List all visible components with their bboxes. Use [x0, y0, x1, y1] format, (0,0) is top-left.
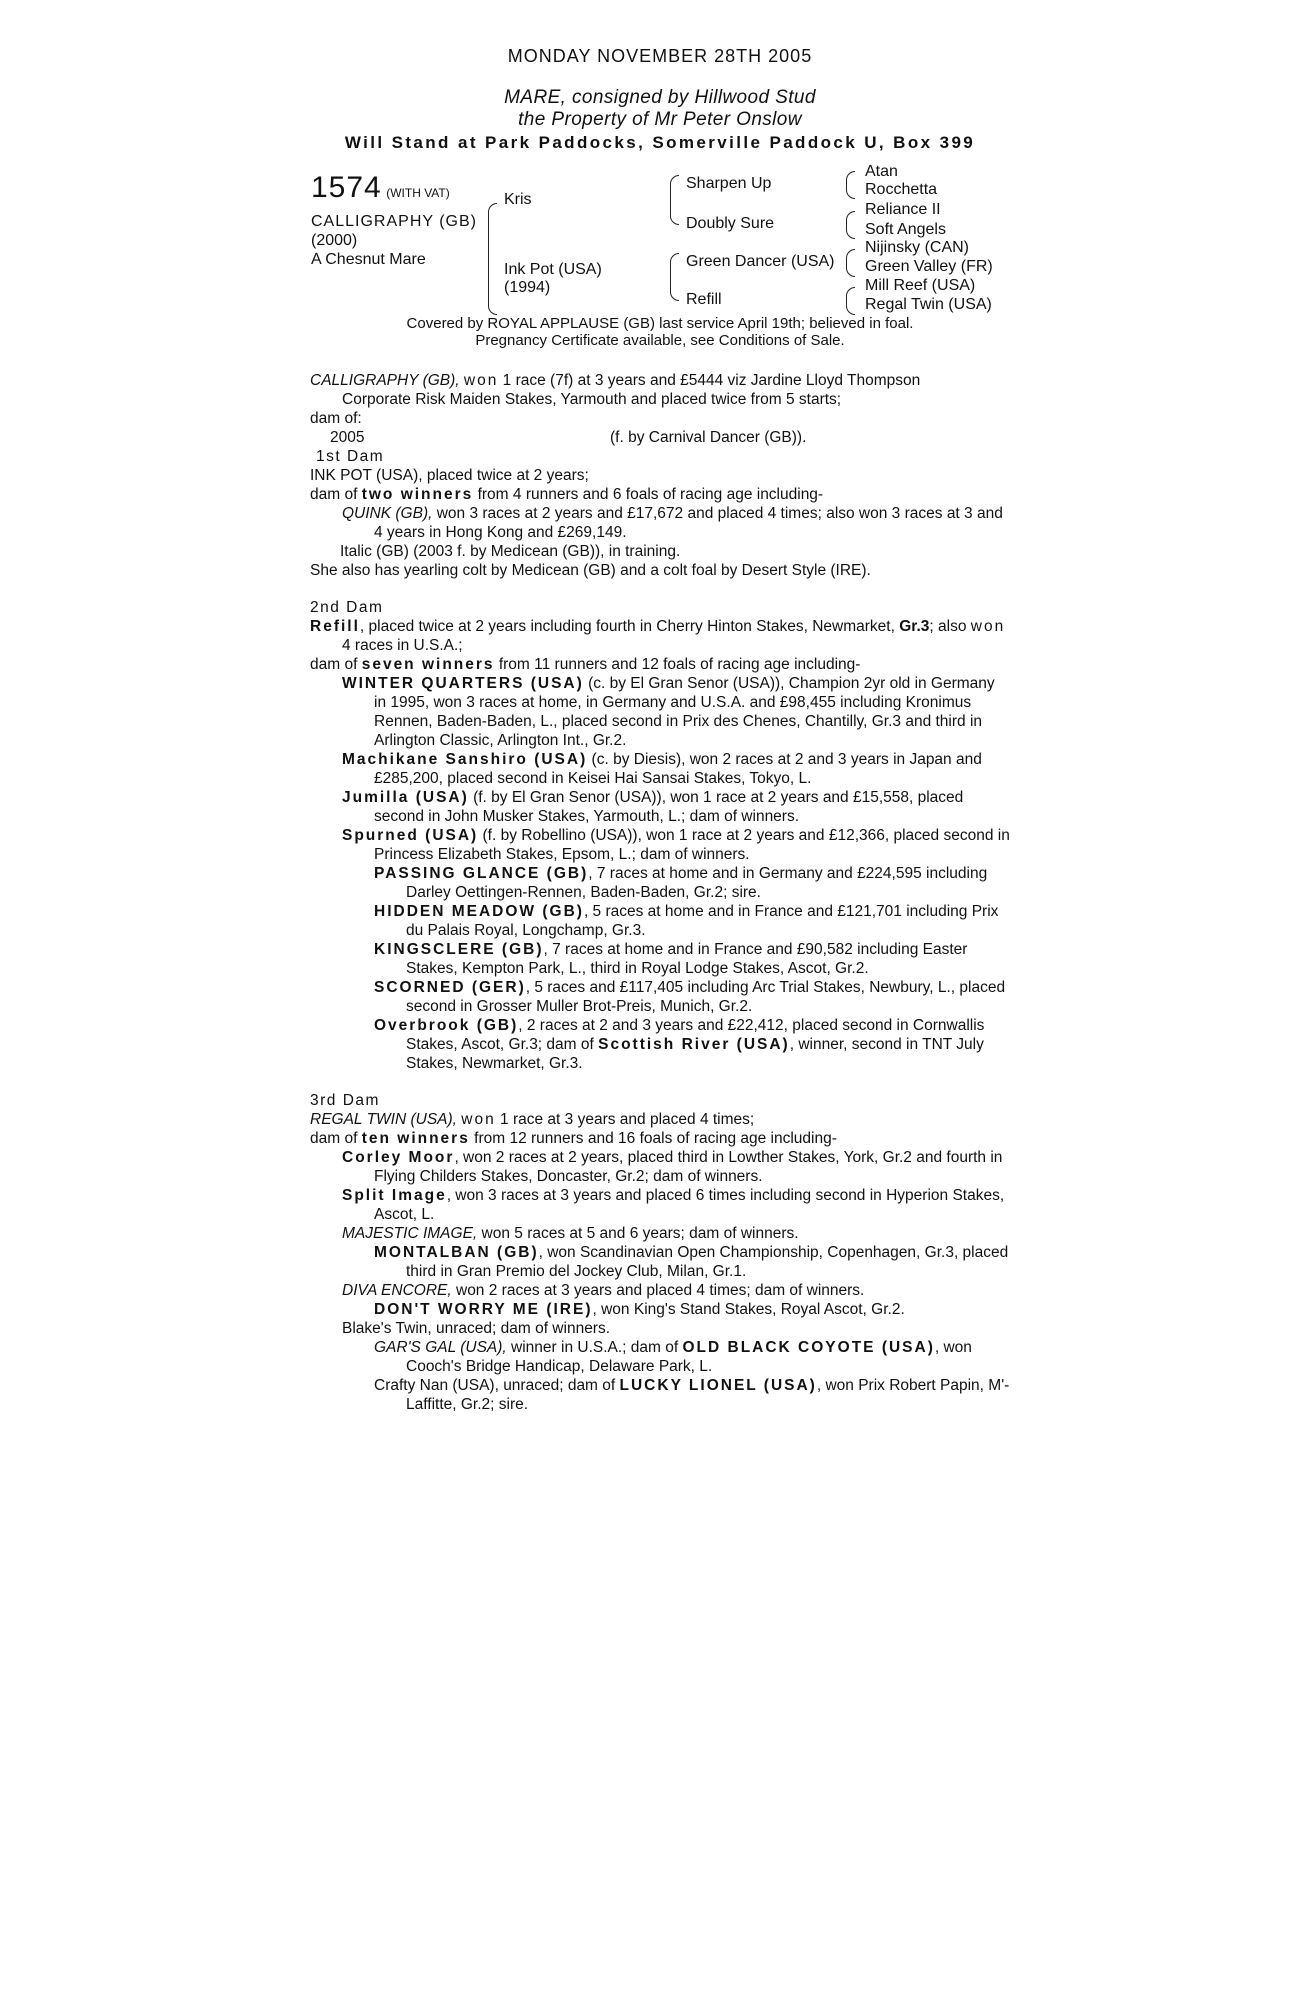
text: dam of	[310, 656, 362, 673]
gg-6: Green Valley (FR)	[865, 258, 993, 275]
bracket	[846, 287, 855, 315]
horse-record: , winner, second in TNT July Stakes, Newmarket, Gr.3.	[406, 1036, 984, 1072]
produce-entry: Blake's Twin, unraced; dam of winners.	[342, 1320, 611, 1337]
produce-entry	[310, 750, 1010, 788]
italic-entry: Italic (GB) (2003 f. by Medicean (GB)), in training.	[340, 543, 681, 560]
horse-record: , won Prix Robert Papin, M'-Laffitte, Gr.2; sire.	[406, 1377, 1010, 1413]
horse-name: SCORNED (GER)	[374, 979, 526, 996]
produce-entry	[310, 940, 1010, 978]
produce-entry	[310, 674, 1010, 750]
dam-year: (1994)	[504, 279, 551, 296]
produce-entry	[310, 1376, 1010, 1414]
horse-name: Corley Moor	[342, 1149, 455, 1166]
produce-entry	[310, 1224, 1010, 1243]
horse-name: WINTER QUARTERS (USA)	[342, 675, 584, 692]
produce-entry	[310, 1338, 1010, 1376]
third-dam-produce	[310, 1129, 1010, 1148]
produce-entry	[310, 902, 1010, 940]
text: ; also	[929, 618, 971, 635]
horse-name: KINGSCLERE (GB)	[374, 941, 544, 958]
winners-count: ten winners	[361, 1130, 470, 1147]
pregnancy-line: Pregnancy Certificate available, see Conditions of Sale.	[475, 332, 845, 349]
third-dam-line	[310, 1110, 1010, 1129]
horse-name: DON'T WORRY ME (IRE)	[374, 1301, 593, 1318]
sire: Kris	[504, 191, 532, 208]
horse-record: (f. by El Gran Senor (USA)), won 1 race at 2 years and £15,558, placed second in John Musker Stakes, Yarmouth, L.; dam of winners.	[374, 789, 964, 825]
horse-name: PASSING GLANCE (GB)	[374, 865, 589, 882]
horse-name: CALLIGRAPHY (GB)	[311, 213, 477, 230]
foal-row	[310, 428, 1010, 447]
horse-name: MONTALBAN (GB)	[374, 1244, 539, 1261]
dam-record: 1 race (7f) at 3 years and £5444 viz Jardine Lloyd Thompson	[498, 372, 921, 389]
winners-count: seven winners	[361, 656, 495, 673]
text: , placed twice at 2 years including fourth in Cherry Hinton Stakes, Newmarket,	[359, 618, 895, 635]
horse-name: REGAL TWIN (USA),	[310, 1111, 457, 1128]
horse-record: , won Cooch's Bridge Handicap, Delaware Park, L.	[406, 1339, 972, 1375]
horse-record: , 7 races at home and in France and £90,582 including Easter Stakes, Kempton Park, L., third in Royal Lodge Stakes, Ascot, Gr.2.	[406, 941, 968, 977]
won-word: won	[970, 618, 1006, 635]
horse-record: (c. by El Gran Senor (USA)), Champion 2yr old in Germany in 1995, won 3 races at home, in Germany and U.S.A. and £98,455 including Kronimus Rennen, Baden-Baden, L., placed second in Prix des Chenes, Chantilly, Gr.3 and third in Arlington Classic, Arlington Int., Gr.2.	[374, 675, 995, 749]
horse-name: Spurned (USA)	[342, 827, 479, 844]
pedigree-block	[310, 163, 1010, 321]
grade: Gr.3	[899, 618, 930, 635]
horse-name: GAR'S GAL (USA),	[374, 1339, 507, 1356]
dam: Ink Pot (USA)	[504, 261, 602, 278]
third-dam-section	[310, 1091, 1010, 1414]
horse-name: OLD BLACK COYOTE (USA)	[682, 1339, 935, 1356]
horse-name: DIVA ENCORE,	[342, 1282, 452, 1299]
sire-dam: Doubly Sure	[686, 215, 775, 232]
second-dam-produce	[310, 655, 1010, 674]
horse-year: (2000)	[311, 232, 358, 249]
horse-record: , 7 races at home and in Germany and £224,595 including Darley Oettingen-Rennen, Baden-Baden, Gr.2; sire.	[406, 865, 988, 901]
foal-year: 2005	[330, 429, 365, 446]
horse-name: Split Image	[342, 1187, 447, 1204]
horse-record: (f. by Robellino (USA)), won 1 race at 2 years and £12,366, placed second in Princess Elizabeth Stakes, Epsom, L.; dam of winners.	[374, 827, 1010, 863]
property-line: the Property of Mr Peter Onslow	[518, 109, 802, 130]
lot-number-row	[311, 171, 450, 205]
bracket	[670, 253, 679, 301]
horse-record: , 5 races at home and in France and £121,701 including Prix du Palais Royal, Longchamp, Gr.3.	[406, 903, 999, 939]
gg-1: Atan	[865, 163, 898, 180]
dam-dam: Refill	[686, 291, 722, 308]
vat-label: (WITH VAT)	[386, 186, 450, 200]
refill-entry	[310, 617, 1010, 655]
horse-record: , 5 races and £117,405 including Arc Trial Stakes, Newbury, L., placed second in Grosser Muller Brot-Preis, Munich, Gr.2.	[406, 979, 1006, 1015]
text: dam of	[310, 1130, 362, 1147]
horse-name: HIDDEN MEADOW (GB)	[374, 903, 584, 920]
produce-entry	[310, 1300, 1010, 1319]
text: dam of	[310, 486, 362, 503]
text: from 12 runners and 16 foals of racing age including-	[469, 1130, 837, 1147]
dam-section	[310, 371, 1010, 447]
second-dam-section	[310, 598, 1010, 1073]
location-line: Will Stand at Park Paddocks, Somerville Paddock U, Box 399	[344, 133, 976, 152]
gg-3: Reliance II	[865, 201, 941, 218]
bracket	[488, 203, 497, 315]
text: from 11 runners and 12 foals of racing age including-	[494, 656, 861, 673]
gg-7: Mill Reef (USA)	[865, 277, 976, 294]
gg-5: Nijinsky (CAN)	[865, 239, 969, 256]
section-title: 2nd Dam	[310, 599, 384, 616]
sale-date: MONDAY NOVEMBER 28TH 2005	[507, 46, 813, 66]
gg-2: Rocchetta	[865, 181, 938, 198]
text: 4 races in U.S.A.;	[342, 637, 463, 654]
produce-entry	[310, 788, 1010, 826]
bracket	[846, 249, 855, 277]
horse-record: won 5 races at 5 and 6 years; dam of winners.	[477, 1225, 799, 1242]
catalogue-page	[310, 46, 1010, 1414]
lot-number: 1574	[311, 171, 382, 204]
bracket	[846, 171, 855, 199]
horse-record: Crafty Nan (USA), unraced; dam of	[374, 1377, 620, 1394]
produce-entry	[310, 978, 1010, 1016]
horse-name: Scottish River (USA)	[598, 1036, 790, 1053]
winners-count: two winners	[361, 486, 474, 503]
bracket	[670, 175, 679, 225]
horse-name: Jumilla (USA)	[342, 789, 469, 806]
quink-entry	[310, 504, 1010, 542]
horse-name: LUCKY LIONEL (USA)	[619, 1377, 817, 1394]
section-title: 1st Dam	[316, 448, 385, 465]
horse-name: Refill	[310, 618, 360, 635]
foal-desc: (f. by Carnival Dancer (GB)).	[610, 429, 807, 446]
section-title: 3rd Dam	[310, 1092, 380, 1109]
horse-name: Overbrook (GB)	[374, 1017, 519, 1034]
horse-record: , won 2 races at 2 years, placed third in Lowther Stakes, York, Gr.2 and fourth in Flying Childers Stakes, Doncaster, Gr.2; dam of winners.	[374, 1149, 1003, 1185]
bracket	[846, 211, 855, 239]
horse-name: MAJESTIC IMAGE,	[342, 1225, 478, 1242]
horse-name: Machikane Sanshiro (USA)	[342, 751, 588, 768]
also-line: She also has yearling colt by Medicean (GB) and a colt foal by Desert Style (IRE).	[310, 562, 871, 579]
produce-entry	[310, 1243, 1010, 1281]
dam-record-2: Corporate Risk Maiden Stakes, Yarmouth and placed twice from 5 starts;	[342, 391, 842, 408]
dam-sire: Green Dancer (USA)	[686, 253, 835, 270]
horse-name: QUINK (GB),	[342, 505, 433, 522]
gg-4: Soft Angels	[865, 221, 946, 238]
sire-sire: Sharpen Up	[686, 175, 772, 192]
gg-8: Regal Twin (USA)	[865, 296, 992, 313]
horse-record: (c. by Diesis), won 2 races at 2 and 3 years in Japan and £285,200, placed second in Keisei Hai Sansai Stakes, Tokyo, L.	[374, 751, 982, 787]
first-dam-line: INK POT (USA), placed twice at 2 years;	[310, 467, 589, 484]
won-word: won	[461, 1111, 496, 1128]
horse-record: winner in U.S.A.; dam of	[506, 1339, 683, 1356]
consignor-line: MARE, consigned by Hillwood Stud	[504, 87, 816, 108]
first-dam-section	[310, 447, 1010, 580]
dam-of: dam of:	[310, 410, 362, 427]
horse-desc: A Chesnut Mare	[311, 251, 426, 268]
text: 1 race at 3 years and placed 4 times;	[495, 1111, 755, 1128]
produce-entry	[310, 1016, 1010, 1073]
produce-entry	[310, 1281, 1010, 1300]
produce-entry	[310, 864, 1010, 902]
text: from 4 runners and 6 foals of racing age including-	[473, 486, 824, 503]
horse-record: won 3 races at 2 years and £17,672 and placed 4 times; also won 3 races at 3 and 4 years in Hong Kong and £269,149.	[374, 505, 1003, 541]
produce-entry	[310, 826, 1010, 864]
horse-record: , won 3 races at 3 years and placed 6 times including second in Hyperion Stakes, Ascot, L.	[374, 1187, 1005, 1223]
produce-entry	[310, 1186, 1010, 1224]
horse-record: , 2 races at 2 and 3 years and £22,412, placed second in Cornwallis Stakes, Ascot, Gr.3; dam of	[406, 1017, 985, 1053]
covered-line: Covered by ROYAL APPLAUSE (GB) last service April 19th; believed in foal.	[406, 315, 914, 332]
won-word: won	[463, 372, 499, 389]
horse-record: won 2 races at 3 years and placed 4 times; dam of winners.	[451, 1282, 865, 1299]
produce-entry	[310, 1148, 1010, 1186]
first-dam-produce	[310, 485, 1010, 504]
dam-name: CALLIGRAPHY (GB),	[310, 372, 460, 389]
horse-record: , won King's Stand Stakes, Royal Ascot, Gr.2.	[592, 1301, 905, 1318]
horse-record: , won Scandinavian Open Championship, Copenhagen, Gr.3, placed third in Gran Premio del Jockey Club, Milan, Gr.1.	[406, 1244, 1009, 1280]
